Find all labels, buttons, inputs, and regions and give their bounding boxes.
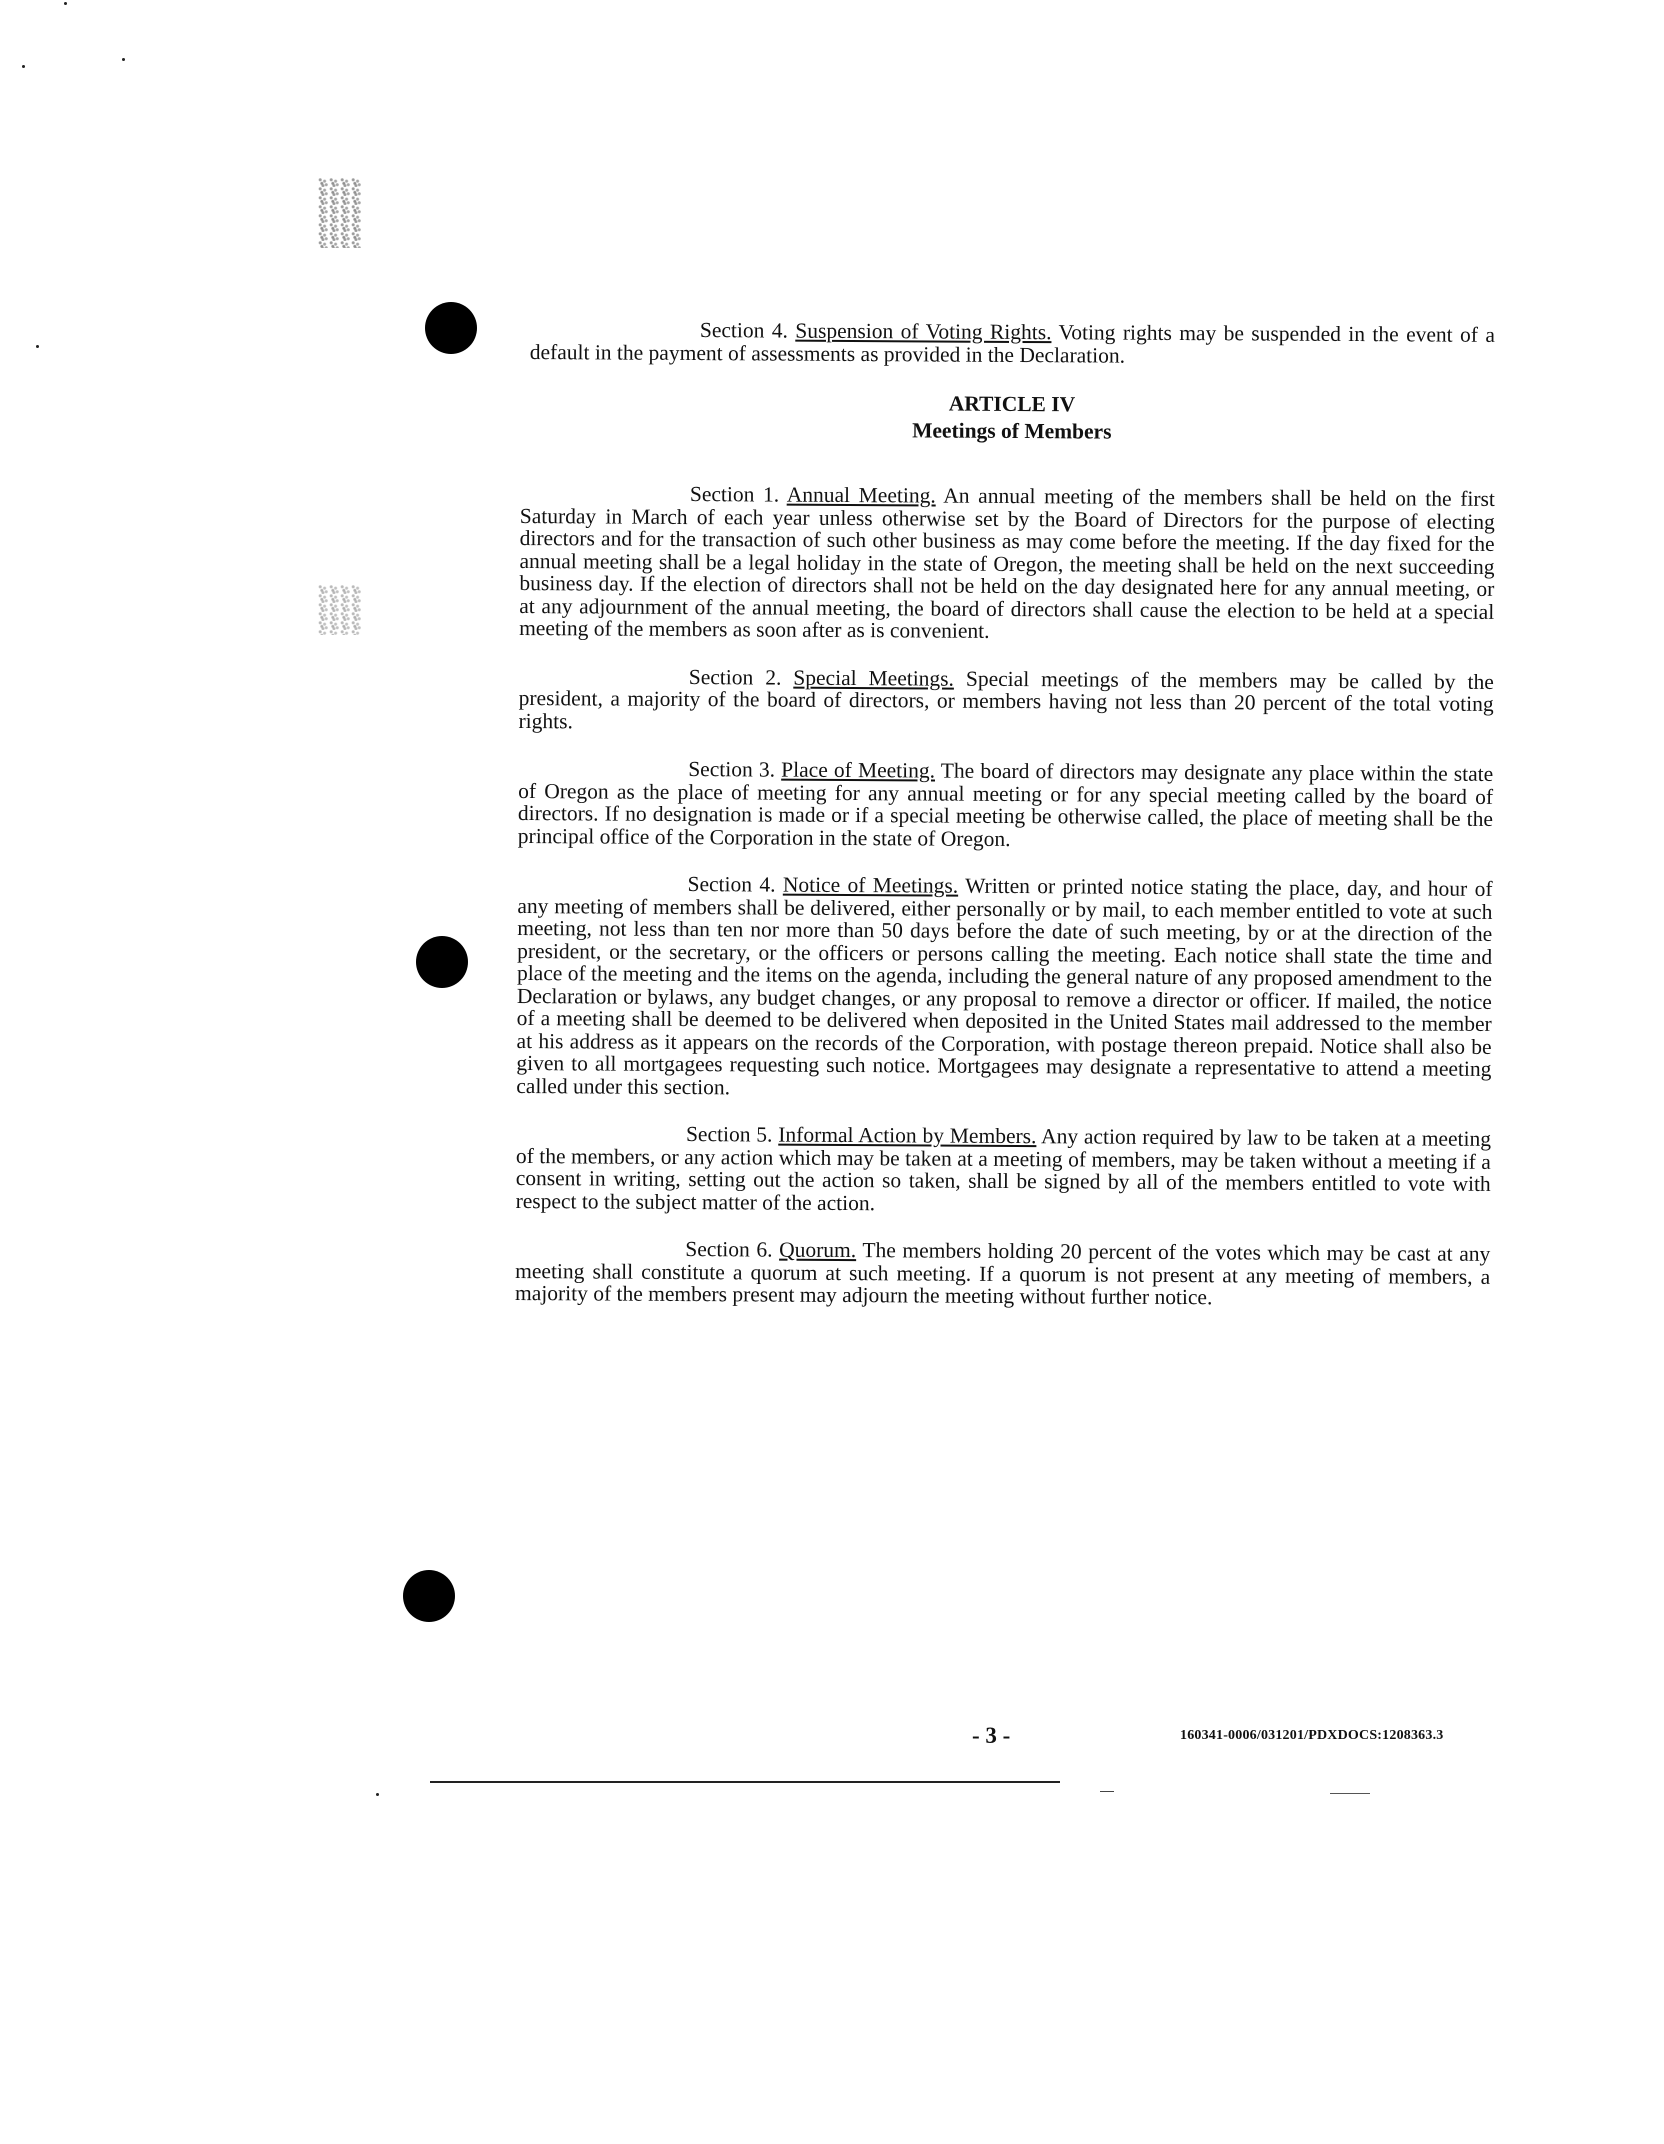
section-annual-meeting [519, 482, 1495, 645]
scan-speck [376, 1793, 379, 1796]
section-heading: Section 3. [688, 757, 776, 782]
punch-hole-bottom [403, 1570, 455, 1622]
section-text: Written or printed notice stating the place, day, and hour of any meeting of members shall be delivered, either personally or by mail, to each member entitled to vote at such meeting, not less than ten nor more than 50 days before the date of such meeting, by or at the direction of the president, or the secretary, or the officers or persons calling the meeting. Each notice shall state the time and place of the meeting and the items on the agenda, including the general nature of any proposed amendment to the Declaration or bylaws, any budget changes, or any proposal to remove a director or officer. If mailed, the notice of a meeting shall be deemed to be delivered when deposited in the United States mail addressed to the member at his address as it appears on the records of the Corporation, with postage thereon prepaid. Notice shall also be given to all mortgagees requesting such notice. Mortgagees may designate a representative to attend a meeting called under this section. [516, 873, 1493, 1099]
scan-noise [318, 178, 362, 248]
article-title: Meetings of Members [912, 418, 1112, 444]
section-special-meetings [518, 664, 1493, 737]
section-title: Special Meetings. [793, 665, 955, 691]
scan-speck [122, 58, 125, 61]
document-body-sections [515, 482, 1495, 1335]
section-informal-action [516, 1122, 1492, 1218]
punch-hole-middle [416, 936, 468, 988]
scan-speck [22, 65, 25, 68]
section-text: The members holding 20 percent of the votes which may be cast at any meeting shall constitute a quorum at such meeting. If a quorum is not present at any meeting of members, a majority of the members present may adjourn the meeting without further notice. [514, 1238, 1491, 1310]
section-heading: Section 2. [688, 664, 782, 690]
scan-noise [318, 585, 362, 635]
scan-speck [36, 345, 39, 348]
section-text: The board of directors may designate any place within the state of Oregon as the place of meeting for any annual meeting or for any special meeting called by the board of directors. If no designation is made or if a special meeting be otherwise called, the place of meeting shall be the principal office of the Corporation in the state of Oregon. [517, 758, 1494, 851]
section-title: Quorum. [779, 1237, 857, 1263]
section-title: Suspension of Voting Rights. [795, 318, 1052, 345]
section-title: Informal Action by Members. [778, 1122, 1037, 1149]
section-heading: Section 6. [685, 1237, 773, 1262]
section-suspension-of-voting-rights [530, 318, 1495, 369]
footer-rule-fragment [1330, 1793, 1370, 1794]
section-notice-of-meetings [516, 872, 1492, 1103]
page-number: - 3 - [972, 1723, 1011, 1748]
section-title: Place of Meeting. [781, 757, 936, 783]
section-text: Voting rights may be suspended in the event of a default in the payment of assessments as provided in the Declaration. [529, 320, 1495, 368]
punch-hole-top [425, 302, 477, 354]
article-number: ARTICLE IV [948, 391, 1076, 417]
section-heading: Section 5. [685, 1122, 773, 1147]
section-heading: Section 1. [689, 482, 780, 507]
article-heading [529, 388, 1494, 448]
section-text: Special meetings of the members may be called by the president, a majority of the board of directors, or members having not less than 20 percent of the total voting rights. [518, 666, 1494, 733]
section-text: Any action required by law to be taken at a meeting of the members, or any action which may be taken at a meeting of members, may be taken without a meeting if a consent in writing, setting out the action so taken, shall be signed by all of the members entitled to vote with respect to the subject matter of the action. [515, 1124, 1492, 1215]
section-heading: Section 4. [687, 872, 776, 897]
section-title: Notice of Meetings. [782, 872, 959, 898]
section-text: An annual meeting of the members shall be held on the first Saturday in March of each year unless otherwise set by the Board of Directors for the purpose of electing directors and for the transaction of such other business as may come before the meeting. If the day fixed for the annual meeting shall be a legal holiday in the state of Oregon, the meeting shall be held on the next succeeding business day. If the election of directors shall not be held on the day designated here for any annual meeting, or at any adjournment of the annual meeting, the board of directors shall cause the election to be held at a special meeting of the members as soon after as is convenient. [519, 483, 1495, 643]
footer-rule-fragment [1100, 1791, 1114, 1792]
document-id: 160341-0006/031201/PDXDOCS:1208363.3 [1180, 1728, 1444, 1743]
section-place-of-meeting [518, 757, 1494, 853]
document-body [529, 318, 1495, 478]
scan-speck [64, 2, 67, 5]
section-heading: Section 4. [699, 318, 789, 343]
section-title: Annual Meeting. [786, 482, 936, 508]
section-quorum [515, 1237, 1490, 1310]
footer-rule [430, 1781, 1060, 1783]
